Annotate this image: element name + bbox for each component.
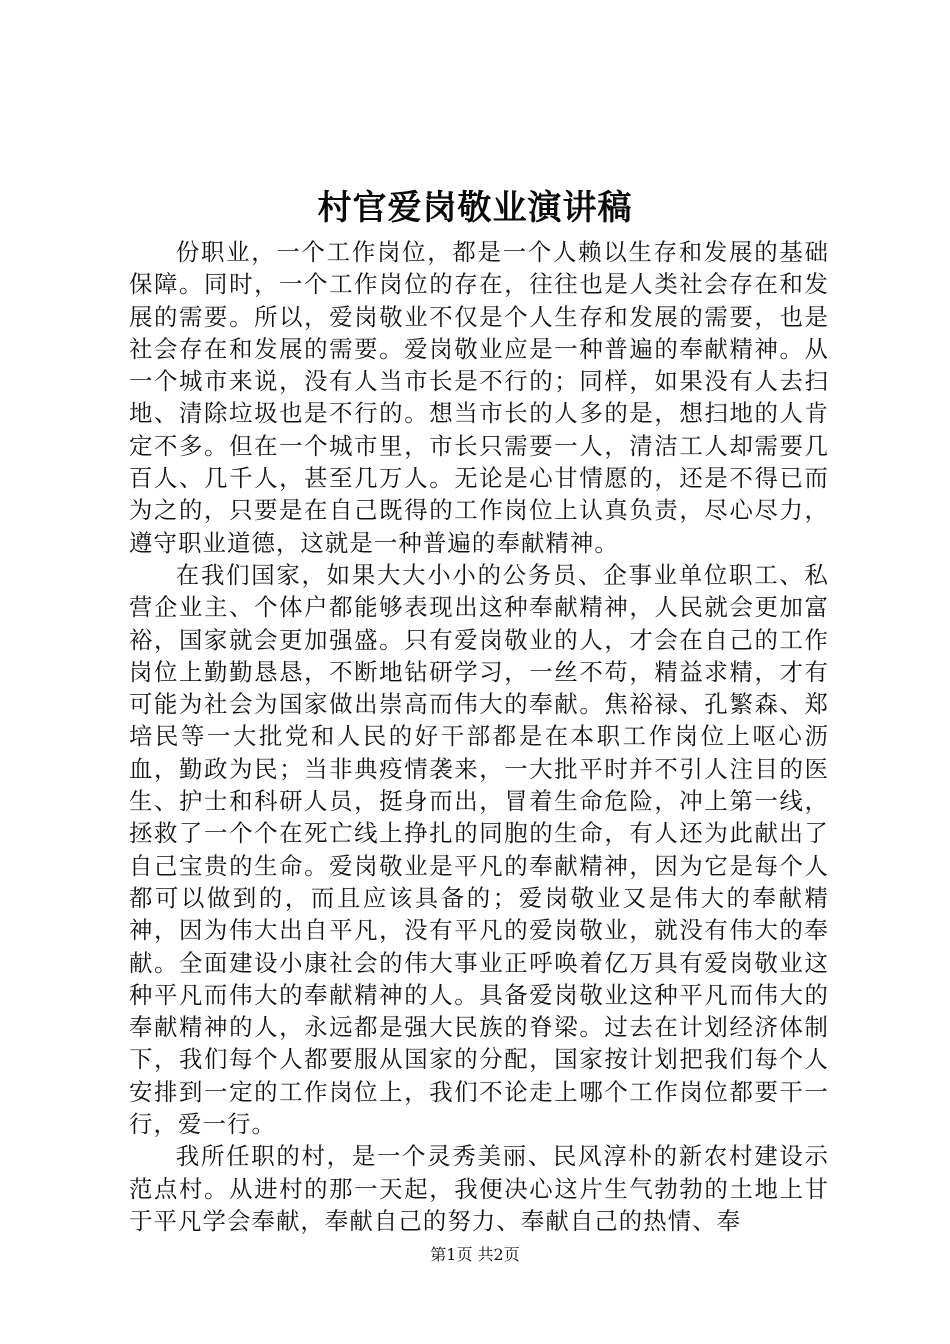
document-title: 村官爱岗敬业演讲稿: [317, 188, 633, 228]
paragraph-1: 份职业，一个工作岗位，都是一个人赖以生存和发展的基础保障。同时，一个工作岗位的存在，往往也是人类社会存在和发展的需要。所以，爱岗敬业不仅是个人生存和发展的需要，也是社会存在和发展的需要。爱岗敬业应是一种普遍的奉献精神。从一个城市来说，没有人当市长是不行的；同样，如果没有人去扫地、清除垃圾也是不行的。想当市长的人多的是，想扫地的人肯定不多。但在一个城市里，市长只需要一人，清洁工人却需要几百人、几千人，甚至几万人。无论是心甘情愿的，还是不得已而为之的，只要是在自己既得的工作岗位上认真负责，尽心尽力，遵守职业道德，这就是一种普遍的奉献精神。: [129, 238, 829, 557]
paragraph-3: 我所任职的村，是一个灵秀美丽、民风淳朴的新农村建设示范点村。从进村的那一天起，我便决心这片生气勃勃的土地上甘于平凡学会奉献，奉献自己的努力、奉献自己的热情、奉: [129, 1142, 829, 1235]
paragraph-2: 在我们国家，如果大大小小的公务员、企事业单位职工、私营企业主、个体户都能够表现出这种奉献精神，人民就会更加富裕，国家就会更加强盛。只有爱岗敬业的人，才会在自己的工作岗位上勤勤恳恳，不断地钻研学习，一丝不苟，精益求精，才有可能为社会为国家做出崇高而伟大的奉献。焦裕禄、孔繁森、郑培民等一大批党和人民的好干部都是在本职工作岗位上呕心沥血，勤政为民；当非典疫情袭来，一大批平时并不引人注目的医生、护士和科研人员，挺身而出，冒着生命危险，冲上第一线，拯救了一个个在死亡线上挣扎的同胞的生命，有人还为此献出了自己宝贵的生命。爱岗敬业是平凡的奉献精神，因为它是每个人都可以做到的，而且应该具备的；爱岗敬业又是伟大的奉献精神，因为伟大出自平凡，没有平凡的爱岗敬业，就没有伟大的奉献。全面建设小康社会的伟大事业正呼唤着亿万具有爱岗敬业这种平凡而伟大的奉献精神的人。具备爱岗敬业这种平凡而伟大的奉献精神的人，永远都是强大民族的脊梁。过去在计划经济体制下，我们每个人都要服从国家的分配，国家按计划把我们每个人安排到一定的工作岗位上，我们不论走上哪个工作岗位都要干一行，爱一行。: [129, 560, 829, 1139]
document-body: [129, 236, 829, 1237]
page-footer: 第1页 共2页: [430, 1245, 520, 1264]
